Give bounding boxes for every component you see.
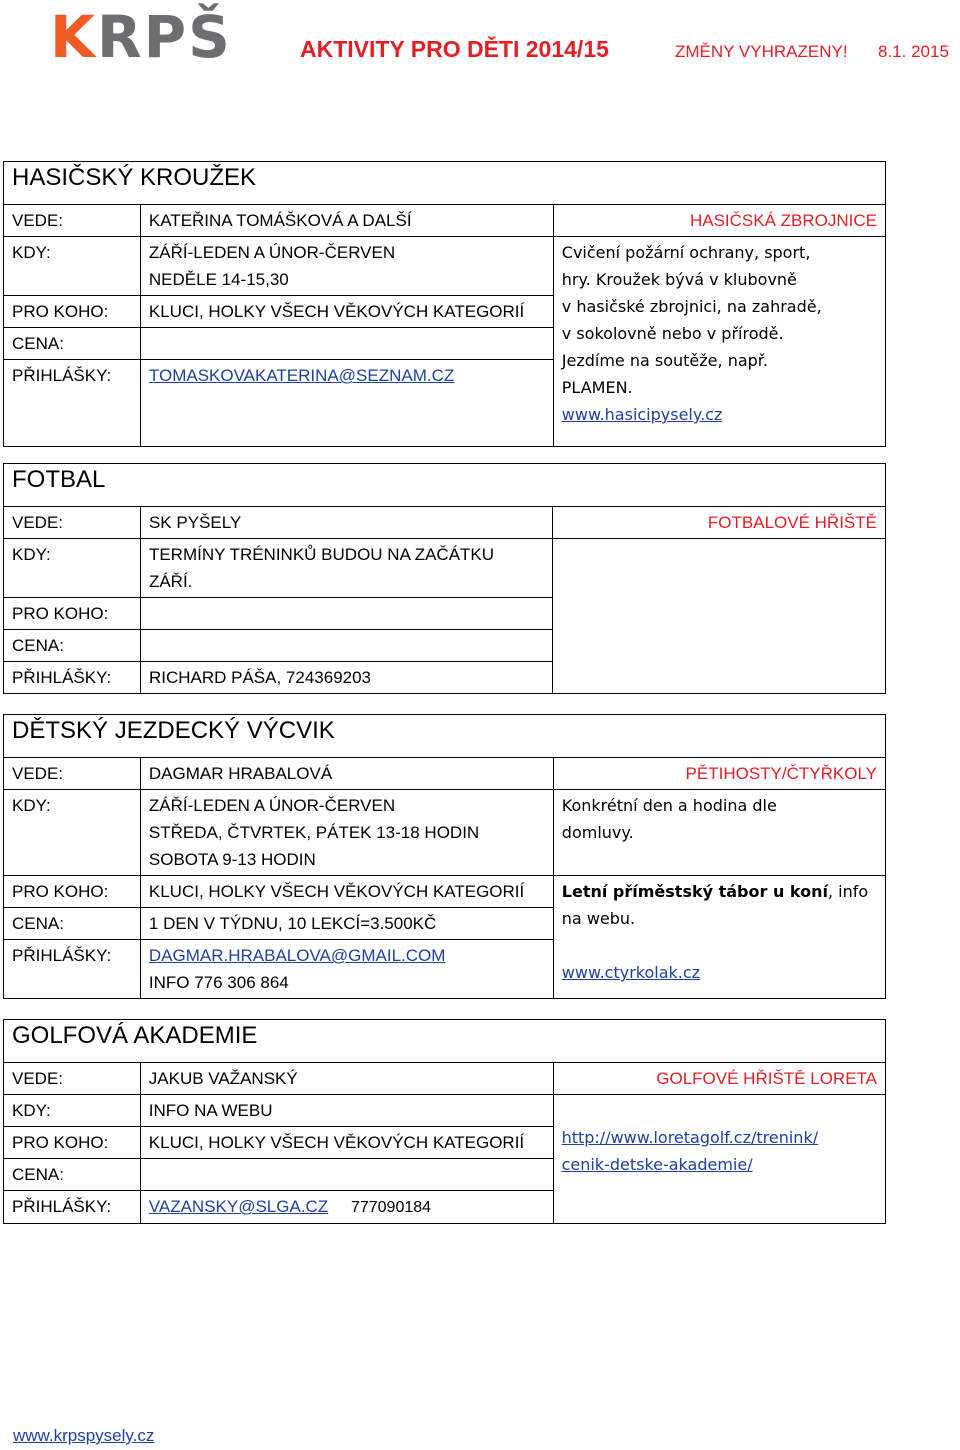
signup-phone: INFO 776 306 864 [148, 973, 289, 992]
label-vede: VEDE: [4, 507, 141, 539]
website-link[interactable]: www.ctyrkolak.cz [561, 963, 701, 982]
description-line: Konkrétní den a hodina dle [561, 796, 777, 815]
activity-description [553, 539, 886, 694]
footer-website-link[interactable]: www.krpspysely.cz [13, 1426, 155, 1445]
when-line: TERMÍNY TRÉNINKŮ BUDOU NA ZAČÁTKU [148, 545, 495, 564]
label-kdy: KDY: [4, 1095, 141, 1127]
description-line: PLAMEN. [561, 378, 633, 397]
activity-description [553, 1095, 885, 1224]
signup-value [140, 1191, 553, 1224]
label-kdy: KDY: [4, 790, 141, 876]
label-cena: CENA: [4, 1159, 141, 1191]
label-pro-koho: PRO KOHO: [4, 598, 141, 630]
when-value [140, 237, 553, 296]
activity-table-hasicsky-krouzek [3, 161, 886, 447]
activity-title: FOTBAL [4, 464, 886, 507]
description-line: Jezdíme na soutěže, např. [561, 351, 768, 370]
price-value: 1 DEN V TÝDNU, 10 LEKCÍ=3.500KČ [140, 908, 553, 940]
label-cena: CENA: [4, 630, 141, 662]
when-value [140, 539, 552, 598]
document-date: 8.1. 2015 [878, 42, 949, 61]
description-line: domluvy. [561, 823, 634, 842]
description-line: hry. Kroužek bývá v klubovně [561, 270, 797, 289]
label-cena: CENA: [4, 328, 141, 360]
activity-table-jezdecky-vycvik [3, 714, 886, 999]
signup-value [140, 940, 553, 999]
price-value [140, 1159, 553, 1191]
label-pro-koho: PRO KOHO: [4, 296, 141, 328]
label-prihlasky: PŘIHLÁŠKY: [4, 940, 141, 999]
activity-description [553, 790, 885, 876]
activity-title: HASIČSKÝ KROUŽEK [4, 162, 886, 205]
description-line: v sokolovně nebo v přírodě. [561, 324, 784, 343]
when-line: STŘEDA, ČTVRTEK, PÁTEK 13-18 HODIN [148, 823, 480, 842]
label-vede: VEDE: [4, 1063, 141, 1095]
venue: FOTBALOVÉ HŘIŠTĚ [553, 507, 886, 539]
venue: GOLFOVÉ HŘIŠTĚ LORETA [553, 1063, 885, 1095]
price-value [140, 630, 552, 662]
leader-value: KATEŘINA TOMÁŠKOVÁ A DALŠÍ [140, 205, 553, 237]
signup-value [140, 360, 553, 447]
activity-title: DĚTSKÝ JEZDECKÝ VÝCVIK [4, 715, 886, 758]
summer-camp-text: na webu. [561, 909, 636, 928]
label-kdy: KDY: [4, 539, 141, 598]
changes-reserved-note: ZMĚNY VYHRAZENY! [675, 42, 848, 61]
when-line: NEDĚLE 14-15,30 [148, 270, 289, 289]
signup-phone: 777090184 [350, 1199, 432, 1216]
label-pro-koho: PRO KOHO: [4, 1127, 141, 1159]
for-whom-value: KLUCI, HOLKY VŠECH VĚKOVÝCH KATEGORIÍ [140, 1127, 553, 1159]
for-whom-value [140, 598, 552, 630]
for-whom-value: KLUCI, HOLKY VŠECH VĚKOVÝCH KATEGORIÍ [140, 876, 553, 908]
signup-email-link[interactable]: TOMASKOVAKATERINA@SEZNAM.CZ [148, 366, 455, 385]
activity-table-golfova-akademie [3, 1019, 886, 1224]
when-line: ZÁŘÍ. [148, 572, 193, 591]
description-line: Cvičení požární ochrany, sport, [561, 243, 811, 262]
activity-title: GOLFOVÁ AKADEMIE [4, 1020, 886, 1063]
when-line: SOBOTA 9-13 HODIN [148, 850, 316, 869]
when-line: ZÁŘÍ-LEDEN A ÚNOR-ČERVEN [148, 796, 396, 815]
label-cena: CENA: [4, 908, 141, 940]
for-whom-value: KLUCI, HOLKY VŠECH VĚKOVÝCH KATEGORIÍ [140, 296, 553, 328]
venue: PĚTIHOSTY/ČTYŘKOLY [553, 758, 885, 790]
page-title: AKTIVITY PRO DĚTI 2014/15 [300, 36, 609, 62]
label-vede: VEDE: [4, 758, 141, 790]
label-kdy: KDY: [4, 237, 141, 296]
leader-value: DAGMAR HRABALOVÁ [140, 758, 553, 790]
website-link[interactable]: cenik-detske-akademie/ [561, 1155, 753, 1174]
signup-email-link[interactable]: DAGMAR.HRABALOVA@GMAIL.COM [148, 946, 446, 965]
leader-value: SK PYŠELY [140, 507, 552, 539]
when-line: ZÁŘÍ-LEDEN A ÚNOR-ČERVEN [148, 243, 396, 262]
logo-letter-k: K [50, 3, 97, 71]
activity-table-fotbal [3, 463, 886, 694]
logo-letters-rest: RPŠ [96, 3, 232, 71]
description-line: v hasičské zbrojnici, na zahradě, [561, 297, 822, 316]
signup-email-link[interactable]: VAZANSKY@SLGA.CZ [148, 1197, 329, 1216]
when-value [140, 790, 553, 876]
label-vede: VEDE: [4, 205, 141, 237]
venue: HASIČSKÁ ZBROJNICE [553, 205, 885, 237]
when-value: INFO NA WEBU [140, 1095, 553, 1127]
leader-value: JAKUB VAŽANSKÝ [140, 1063, 553, 1095]
website-link[interactable]: http://www.loretagolf.cz/trenink/ [561, 1128, 819, 1147]
summer-camp-text: , info [828, 882, 869, 901]
signup-value: RICHARD PÁŠA, 724369203 [140, 662, 552, 694]
summer-camp-info [553, 876, 885, 999]
website-link[interactable]: www.hasicipysely.cz [561, 405, 723, 424]
label-pro-koho: PRO KOHO: [4, 876, 141, 908]
page-header [0, 0, 960, 110]
label-prihlasky: PŘIHLÁŠKY: [4, 1191, 141, 1224]
price-value [140, 328, 553, 360]
label-prihlasky: PŘIHLÁŠKY: [4, 662, 141, 694]
activity-description [553, 237, 885, 447]
logo-text [50, 4, 232, 70]
summer-camp-title: Letní příměstský tábor u koní [561, 882, 828, 901]
label-prihlasky: PŘIHLÁŠKY: [4, 360, 141, 447]
